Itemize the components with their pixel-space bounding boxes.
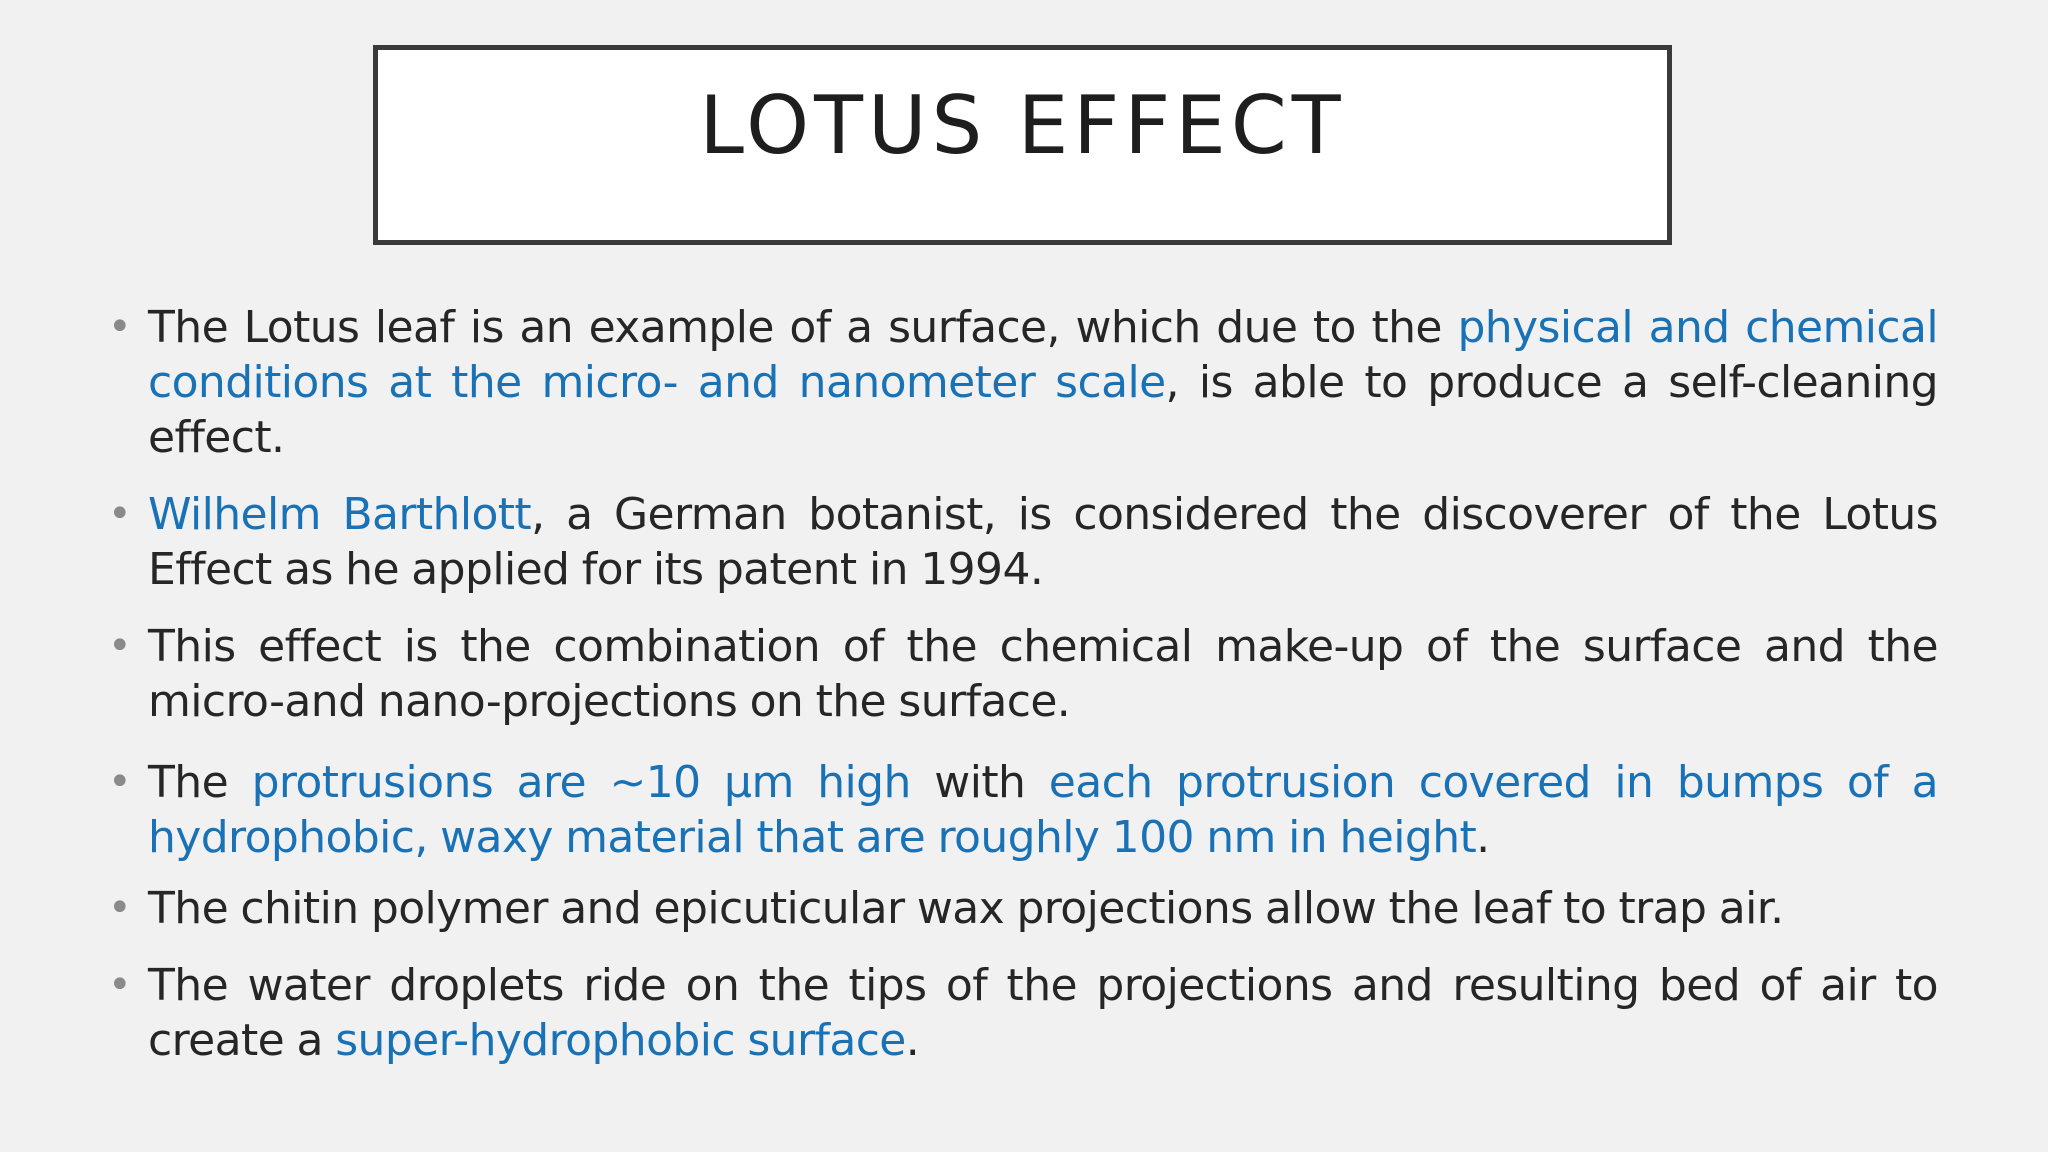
bullet-icon: • (108, 962, 131, 1008)
bullet-4-text-1: The (148, 757, 252, 808)
bullet-5-text-1: The chitin polymer and epicuticular wax projections allow the leaf to trap air. (148, 883, 1784, 934)
bullet-item-5 (106, 881, 1938, 936)
bullet-1-highlight-1: physical and chemical conditions at the micro- and nanometer scale (148, 302, 1938, 408)
bullet-3-text-1: This effect is the combination of the chemical make-up of the surface and the micro-and nano-projections on the surface. (148, 621, 1938, 727)
bullet-icon: • (108, 623, 131, 669)
bullet-item-4 (106, 755, 1938, 865)
bullet-2-highlight-1: Wilhelm Barthlott (148, 489, 532, 540)
bullet-icon: • (108, 491, 131, 537)
bullet-icon: • (108, 759, 131, 805)
bullet-4-text-2: with (910, 757, 1049, 808)
bullet-6-highlight-1: super-hydrophobic surface (335, 1015, 906, 1066)
bullet-item-6 (106, 958, 1938, 1068)
bullet-4-highlight-1: protrusions are ~10 µm high (251, 757, 911, 808)
bullet-6-text-2: . (905, 1015, 920, 1066)
bullet-6-text-1: The water droplets ride on the tips of the projections and resulting bed of air to create a (148, 960, 1938, 1066)
bullet-4-text-3: . (1476, 812, 1490, 863)
bullet-4-highlight-2: each protrusion covered in bumps of a hydrophobic, waxy material that are roughly 100 nm in height (148, 757, 1939, 863)
title-box (373, 45, 1672, 245)
bullet-list (106, 300, 1938, 1068)
bullet-icon: • (108, 304, 131, 350)
bullet-icon: • (108, 885, 131, 931)
bullet-1-text-1: The Lotus leaf is an example of a surface, which due to the (148, 302, 1458, 353)
bullet-item-2 (106, 487, 1938, 597)
bullet-item-1 (106, 300, 1938, 465)
bullet-2-text-1: , a German botanist, is considered the discoverer of the Lotus Effect as he applied for its patent in 1994. (148, 489, 1939, 595)
bullet-item-3 (106, 619, 1938, 729)
slide-title: LOTUS EFFECT (699, 79, 1346, 172)
bullet-1-text-2: , is able to produce a self-cleaning effect. (148, 357, 1938, 463)
